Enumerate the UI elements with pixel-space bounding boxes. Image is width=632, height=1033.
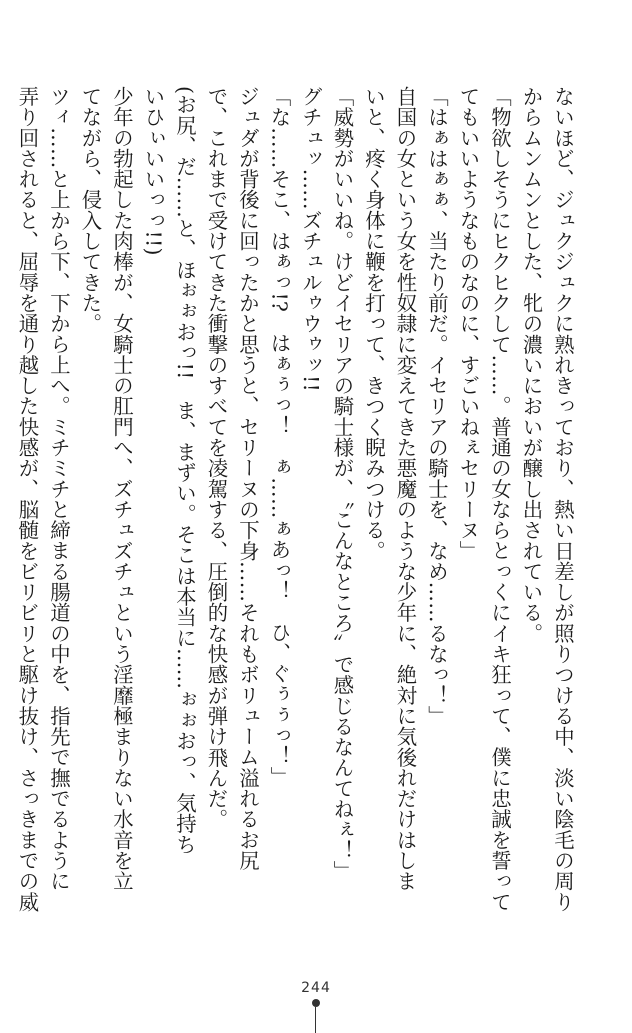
text-line: 少年の勃起した肉棒が、女騎士の肛門へ、ズチュズチュという淫靡極まりない水音を立 <box>110 86 134 892</box>
text-line: グチュッ……ズチュルゥウゥッ!! <box>299 86 323 392</box>
text-line: 「はぁはぁぁ、当たり前だ。イセリアの騎士を、なめ……るなっ！」 <box>425 86 449 727</box>
text-line: 弄り回されると、屈辱を通り越した快感が、脳髄をビリビリと駆け抜け、さっきまでの威 <box>15 86 40 912</box>
text-line: てながら、侵入してきた。 <box>78 86 103 334</box>
text-line: (お尻、だ……と、ほぉぉおっ!! ま、まずい。そこは本当に……ぉぉおっ、気持ち <box>173 86 197 855</box>
text-line: てもいいようなものなのに、すごいねぇセリーヌ」 <box>456 86 481 561</box>
text-line: ジュダが背後に回ったかと思うと、セリーヌの下身……それもボリューム溢れるお尻 <box>236 86 260 871</box>
text-line: 「な……そこ、はぁっ!? はぁぅっ！ ぁ……ぁあっ！ ひ、ぐぅぅっ！」 <box>267 86 292 788</box>
text-line: 「物欲しそうにヒクヒクして……。普通の女ならとっくにイキ狂って、僕に忠誠を誓って <box>488 86 512 912</box>
page-number-rule <box>315 1007 316 1033</box>
text-line: からムンムンとした、牝の濃いにおいが醸し出されている。 <box>519 86 544 644</box>
text-line: いひぃいいっっ!!) <box>141 86 166 256</box>
page-number-dot <box>312 999 320 1007</box>
text-line: で、これまで受けてきた衝撃のすべてを凌駕する、圧倒的な快感が弾け飛んだ。 <box>204 86 229 830</box>
text-line: ツィ……と上から下、下から上へ。ミチミチと締まる腸道の中を、指先で撫でるように <box>47 86 71 892</box>
text-line: いと、疼く身体に鞭を打って、きつく睨みつける。 <box>362 86 386 561</box>
text-line: ないほど、ジュクジュクに熟れきっており、熱い日差しが照りつける中、淡い陰毛の周り <box>551 86 575 912</box>
body-text <box>15 86 578 912</box>
text-line: 「威勢がいいね。けどイセリアの騎士様が、〝こんなところ〟で感じるなんてねぇ！」 <box>330 86 355 882</box>
text-line: 自国の女という女を性奴隷に変えてきた悪魔のような少年に、絶対に気後れだけはしま <box>393 86 418 892</box>
page-number: 244 <box>301 980 331 996</box>
